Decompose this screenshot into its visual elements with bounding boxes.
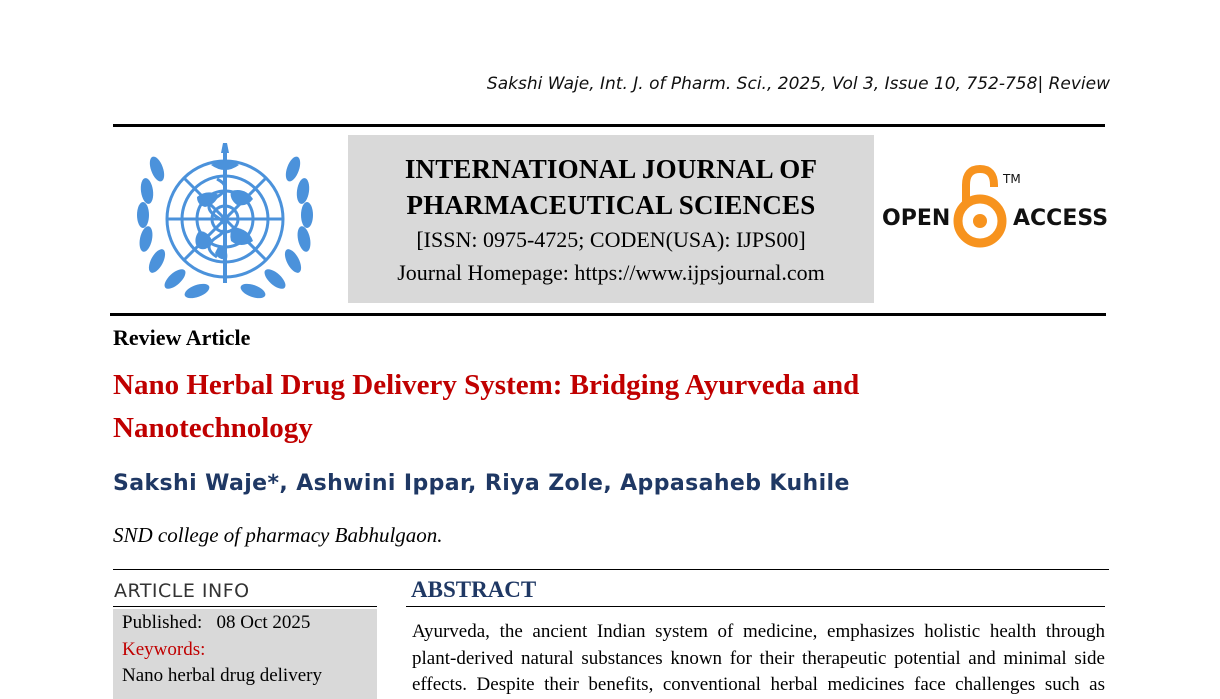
article-info-rule bbox=[113, 606, 377, 607]
open-access-lock-icon bbox=[880, 165, 1110, 253]
keyword-item: Nano herbal drug delivery bbox=[122, 665, 322, 686]
open-access-open-text: OPEN bbox=[882, 206, 951, 231]
article-title-line-1: Nano Herbal Drug Delivery System: Bridging Ayurveda and bbox=[113, 369, 860, 401]
affiliation: SND college of pharmacy Babhulgaon. bbox=[113, 523, 443, 547]
abstract-line-2: plant-derived natural substances known for their therapeutic potential and minimal side bbox=[412, 647, 1105, 669]
article-title bbox=[113, 364, 1013, 450]
article-info-heading: ARTICLE INFO bbox=[114, 580, 250, 602]
journal-title-line-1: INTERNATIONAL JOURNAL OF bbox=[404, 154, 818, 184]
published-label: Published: bbox=[122, 612, 203, 633]
abstract-rule bbox=[406, 606, 1105, 607]
abstract-line-1: Ayurveda, the ancient Indian system of medicine, emphasizes holistic health through bbox=[412, 621, 1105, 642]
published-date: 08 Oct 2025 bbox=[216, 612, 311, 633]
published-line bbox=[122, 612, 310, 634]
un-emblem-logo bbox=[127, 139, 323, 305]
author-list: Sakshi Waje*, Ashwini Ippar, Riya Zole, Appasaheb Kuhile bbox=[113, 471, 850, 496]
open-access-tm-text: TM bbox=[1003, 172, 1021, 186]
article-type: Review Article bbox=[113, 325, 251, 350]
abstract-line-3: effects. Despite their benefits, conventional herbal medicines face challenges such as bbox=[412, 674, 1105, 695]
keywords-label: Keywords: bbox=[122, 639, 206, 660]
journal-title-line-2: PHARMACEUTICAL SCIENCES bbox=[406, 190, 816, 220]
section-rule bbox=[113, 569, 1109, 570]
journal-masthead bbox=[348, 135, 874, 303]
running-header: Sakshi Waje, Int. J. of Pharm. Sci., 2025, Vol 3, Issue 10, 752-758| Review bbox=[486, 74, 1110, 94]
abstract-heading: ABSTRACT bbox=[411, 577, 537, 602]
open-access-access-text: ACCESS bbox=[1013, 206, 1109, 231]
abstract-body bbox=[412, 619, 1105, 699]
journal-homepage[interactable]: Journal Homepage: https://www.ijpsjournal.com bbox=[397, 260, 825, 285]
article-title-line-2: Nanotechnology bbox=[113, 412, 313, 444]
journal-issn: [ISSN: 0975-4725; CODEN(USA): IJPS00] bbox=[416, 227, 806, 252]
header-rule-bottom bbox=[110, 313, 1106, 316]
header-rule-top bbox=[113, 124, 1105, 127]
